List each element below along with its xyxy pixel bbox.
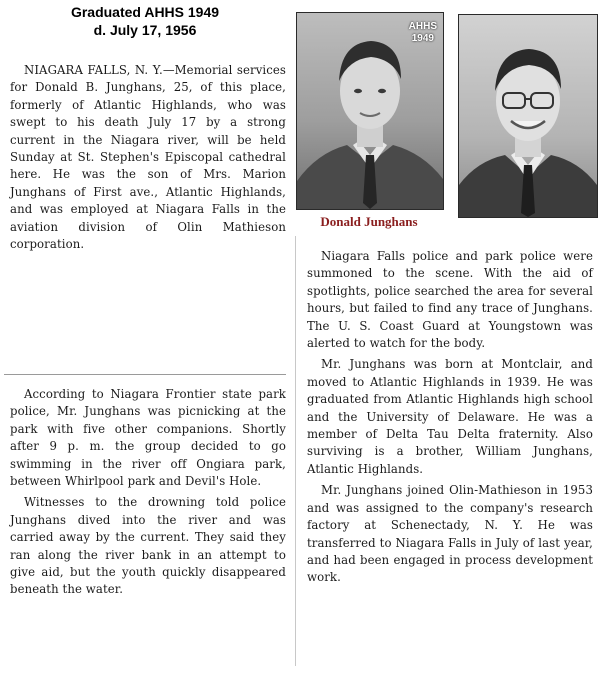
portrait-photo-glasses bbox=[458, 14, 598, 218]
column-divider-horizontal bbox=[4, 374, 286, 375]
article-column-left-top bbox=[10, 62, 286, 253]
article-paragraph: Niagara Falls police and park police were summoned to the scene. With the aid of spotlights, police searched the area for several hours, but failed to find any trace of Junghans. The U. S. Coast Guard at Youngstown was alerted to watch for the body. bbox=[307, 249, 593, 351]
article-paragraph: Witnesses to the drowning told police Junghans dived into the river and was carried away by the current. They said they ran along the river bank in an attempt to give aid, but the youth quickly disappeared beneath the water. bbox=[10, 495, 286, 597]
article-paragraph: According to Niagara Frontier state park police, Mr. Junghans was picnicking at the park with five other companions. Shortly after 9 p. m. the group decided to go swimming in the river off Ongiara park, between Whirlpool park and Devil's Hole. bbox=[10, 387, 286, 489]
graduation-note: Graduated AHHS 1949 bbox=[70, 4, 220, 20]
article-column-left-bottom bbox=[10, 386, 286, 599]
photo-tag-year: 1949 bbox=[411, 33, 434, 44]
photo-tag-school: AHHS bbox=[408, 21, 437, 32]
article-paragraph: Mr. Junghans joined Olin-Mathieson in 1953 and was assigned to the company's research factory at Schenectady, N. Y. He was transferred to Niagara Falls in July of last year, and had been engaged in process development work. bbox=[307, 483, 593, 585]
portrait-photo-yearbook bbox=[296, 12, 444, 210]
column-divider-vertical bbox=[295, 236, 296, 666]
article-paragraph: NIAGARA FALLS, N. Y.—Memorial services for Donald B. Junghans, 25, of this place, formerly of Atlantic Highlands, who was swept to his death July 17 by a strong current in the Niagara river, will be held Sunday at St. Stephen's Episcopal cathedral here. He was the son of Mrs. Marion Junghans of First ave., Atlantic Highlands, and was employed at Niagara Falls in the aviation division of Olin Mathieson corporation. bbox=[10, 63, 286, 252]
header-annotation bbox=[0, 3, 290, 39]
death-date-note: d. July 17, 1956 bbox=[93, 22, 197, 38]
article-paragraph: Mr. Junghans was born at Montclair, and moved to Atlantic Highlands in 1939. He was graduated from Atlantic Highlands high school and the University of Delaware. He was a member of Delta Tau Delta fraternity. Also surviving is a brother, William Junghans, Atlantic Highlands. bbox=[307, 357, 593, 476]
photo-tag bbox=[409, 21, 437, 45]
photo-caption: Donald Junghans bbox=[320, 214, 418, 229]
portrait-silhouette-icon bbox=[459, 15, 597, 217]
article-column-right bbox=[307, 248, 593, 587]
